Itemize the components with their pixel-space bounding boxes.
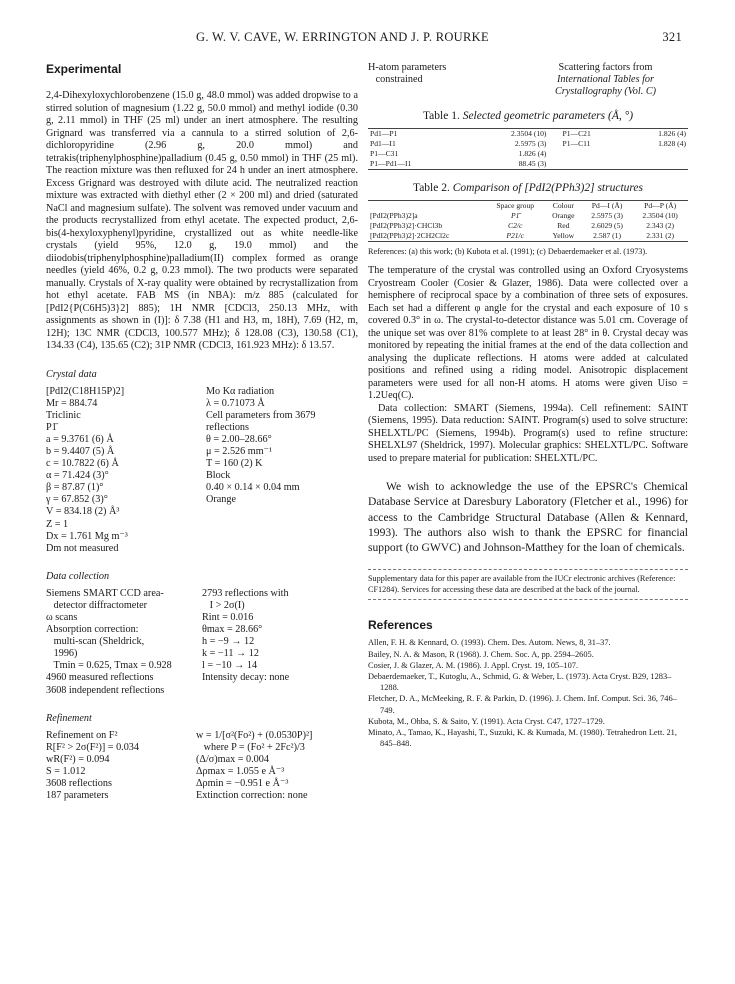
crystal-data-left-cell: b = 9.4407 (5) Å	[46, 445, 115, 457]
crystal-data-right-cell: Block	[206, 470, 231, 482]
supplementary-note: Supplementary data for this paper are available from the IUCr electronic archives (Reference: CF1284). Services for accessing these data are described at the back of the journal.	[368, 569, 688, 600]
hatom-line: Crystallography (Vol. C)	[554, 86, 657, 98]
table1-cell: P1—C11	[562, 139, 591, 149]
table1-caption: Table 1. Selected geometric parameters (Å, °)	[422, 110, 634, 123]
data-collection-line: 2793 reflections with	[202, 587, 289, 599]
table1-cell: 2.3504 (10)	[511, 129, 547, 139]
crystal-data-right-cell: Orange	[206, 494, 236, 506]
crystal-data-row	[46, 398, 358, 410]
table2-cell: 2.5975 (3)	[591, 211, 623, 221]
crystal-data-row	[46, 410, 358, 422]
refinement-line: w = 1/[σ²(Fo²) + (0.0530P)²]	[196, 729, 313, 741]
crystal-data-row	[46, 446, 358, 458]
table2-cell: 2.3504 (10)	[642, 211, 678, 221]
data-collection-line: I > 2σ(I)	[202, 599, 245, 611]
crystal-data-right-cell: reflections	[206, 421, 249, 433]
table2-notes: References: (a) this work; (b) Kubota et al. (1991); (c) Debaerdemaeker et al. (1973).	[368, 247, 648, 257]
crystal-data-left-cell: Dx = 1.761 Mg m⁻³	[46, 530, 128, 542]
crystal-data-row	[46, 386, 358, 398]
data-collection-line: Rint = 0.016	[202, 612, 254, 623]
table2-cell: 2.587 (1)	[593, 231, 622, 241]
crystal-data-left-cell: β = 87.87 (1)°	[46, 482, 104, 494]
table1-cell: 88.45 (3)	[518, 159, 547, 169]
crystal-data-heading: Crystal data	[46, 368, 97, 380]
table2-cell: P21/c	[506, 231, 525, 241]
data-collection-line: Tmin = 0.625, Tmax = 0.928	[46, 660, 172, 672]
table1	[368, 128, 688, 170]
table2	[368, 200, 688, 242]
refinement-line: Refinement on F²	[46, 729, 118, 741]
hatom-line: International Tables for	[557, 74, 654, 86]
data-collection-line: Siemens SMART CCD area-	[46, 587, 164, 599]
crystal-data-row	[46, 422, 358, 434]
refinement-block	[46, 730, 358, 803]
experimental-text: 2,4-Dihexyloxychlorobenzene (15.0 g, 48.0 mmol) was added dropwise to a stirred solution of magnesium (1.22 g, 50.0 mmol) and methyl iodide (0.30 g, 2.11 mmol) in THF (25 ml) under an inert atmosphere. The resulting Grignard was transferred via a cannula to a stirred solution of 2,6-dichloropyridine (2.96 g, 20.0 mmol) and tetrakis(triphenylphosphine)palladium (0.45 g, 0.50 mmol) in THF (25 ml). The reaction mixture was then refluxed for 24 h under an inert atmosphere. Excess Grignard was destroyed with dilute acid. The neutralized reaction mixture was extracted with diethyl ether (2 × 200 ml) and dried (saturated NaCl and magnesium sulfate). The solvent was removed under vacuum and the products recrystallized from ethyl acetate. The expected product, 2,6-bis(4-hexyloxyphenyl)pyridine, crystallized out as white needle-like crystals (yield 95%, 12.0 g, 19.0 mmol) and the diiodobis(triphenylphosphine)palladium(II) complex formed as orange needles (yield 46%, 0.2 g, 0.23 mmol). The two products were separated manually. Crystals of X-ray quality were obtained by recrystallization from hot ethyl acetate. FAB MS (in NBA): m/z 885 (calculated for [PdI2{P(C6H5)3}2] 885); 1H NMR [CDCl3, 250.13 MHz, with assignments as shown in (I)]: δ 7.38 (H1 and H3, m, 18H), 7.69 (H2, m, 12H); 13C NMR (CDCl3, 100.577 MHz); δ 128.08 (C3), 130.58 (C1), 134.33 (C4), 135.65 (C2); 31P NMR (CDCl3, 161.923 MHz): δ 13.57.	[46, 90, 358, 351]
crystal-data-row	[46, 470, 358, 482]
table1-cell	[625, 159, 688, 170]
references-heading: References	[368, 618, 433, 633]
crystal-data-right-cell	[206, 519, 358, 531]
crystal-data-left-cell: Dm not measured	[46, 542, 119, 554]
crystal-data-left-cell: P1̄	[46, 421, 57, 433]
crystal-data-right-cell: Cell parameters from 3679	[206, 409, 316, 421]
table1-cell	[560, 159, 624, 170]
table2-header-cell: Colour	[552, 201, 574, 211]
references-list	[368, 637, 688, 749]
crystal-data-right-cell: θ = 2.00–28.66°	[206, 433, 272, 445]
data-collection-right	[202, 588, 358, 697]
table2-cell: P1̄	[510, 211, 520, 221]
crystal-data-left-cell: [PdI2(C18H15P)2]	[46, 385, 125, 397]
table1-row	[368, 129, 688, 140]
refinement-line: Δρmax = 1.055 e Å⁻³	[196, 765, 285, 777]
table2-header-row	[368, 201, 688, 212]
table1-cell: P1—Pd1—I1	[370, 159, 412, 169]
running-header-authors: G. W. V. CAVE, W. ERRINGTON AND J. P. ROURKE	[196, 30, 489, 44]
table2-row	[368, 231, 688, 242]
data-collection-left	[46, 588, 202, 697]
methods-paragraph: The temperature of the crystal was controlled using an Oxford Cryosystems Cryostream Cooler (Cosier & Glazer, 1986). Data were collected over a hemisphere of reciprocal space by a combination of three sets of exposures. Each set had a different φ angle for the crystal and each exposure of 10 s covered 0.3° in ω. The crystal-to-detector distance was 5.01 cm. Coverage of the unique set was over 81% complete to at least 28° in θ. Crystal decay was monitored by repeating the initial frames at the end of the data collection and analysing the duplicate reflections. H atoms were added at calculated positions and refined using a riding model. Anisotropic displacement parameters were used for all non-H atoms. H atoms were given Uiso = 1.2Ueq(C).	[368, 265, 688, 402]
data-collection-line: 1996)	[46, 648, 78, 660]
hatom-line: Scattering factors from	[558, 62, 653, 73]
crystal-data-row	[46, 506, 358, 518]
refinement-line: 187 parameters	[46, 790, 109, 802]
crystal-data-left-cell: Mr = 884.74	[46, 397, 98, 409]
table2-row	[368, 211, 688, 221]
reference-item: Fletcher, D. A., McMeeking, R. F. & Parkin, D. (1996). J. Chem. Inf. Comput. Sci. 36, 746–749.	[368, 694, 677, 715]
crystal-data-row	[46, 482, 358, 494]
refinement-line: wR(F²) = 0.094	[46, 753, 110, 765]
reference-item: Debaerdemaeker, T., Kutoglu, A., Schmid, G. & Weber, L. (1973). Acta Cryst. B29, 1283–1288.	[368, 671, 672, 693]
table2-caption: Table 2. Comparison of [PdI2(PPh3)2] structures	[412, 182, 644, 195]
refinement-line: where P = (Fo² + 2Fc²)/3	[196, 741, 305, 753]
data-collection-line: Absorption correction:	[46, 624, 139, 636]
table2-cell: 2.331 (2)	[646, 231, 675, 241]
crystal-data-left-cell: Triclinic	[46, 409, 81, 421]
table2-cell: C2/c	[508, 221, 523, 231]
refinement-line: R[F² > 2σ(F²)] = 0.034	[46, 741, 139, 753]
table1-row	[368, 139, 688, 149]
right-column	[368, 62, 688, 749]
refinement-line: 3608 reflections	[46, 778, 112, 790]
left-column	[46, 62, 358, 802]
crystal-data-left-cell: V = 834.18 (2) Å³	[46, 506, 120, 518]
crystal-data-row	[46, 458, 358, 470]
hatom-line: H-atom parameters	[368, 62, 447, 73]
acknowledgement: We wish to acknowledge the use of the EPSRC's Chemical Database Service at Daresbury Laboratory (Fletcher et al., 1996) for access to the Cambridge Structural Database (Allen & Kennard, 1993). The authors also wish to thank the EPSRC for financial support (to GWVC) and Johnson-Matthey for the loan of chemicals.	[368, 480, 688, 555]
crystal-data-left-cell: α = 71.424 (3)°	[46, 470, 109, 482]
table2-header-cell: Space group	[496, 201, 535, 211]
experimental-heading: Experimental	[46, 62, 122, 76]
refinement-line: S = 1.012	[46, 765, 86, 777]
crystal-data-right-cell	[206, 543, 358, 555]
reference-item: Cosier, J. & Glazer, A. M. (1986). J. Appl. Cryst. 19, 105–107.	[368, 660, 579, 670]
table1-cell: P1—C31	[370, 149, 399, 159]
refinement-left	[46, 730, 196, 803]
table2-cell: [PdI2(PPh3)2]·2CH2Cl2c	[370, 231, 450, 241]
data-collection-line: θmax = 28.66°	[202, 624, 263, 636]
hatom-left	[368, 62, 523, 98]
data-collection-heading: Data collection	[46, 570, 110, 582]
data-collection-block	[46, 588, 358, 697]
table2-header-cell: Pd—P (Å)	[644, 201, 677, 211]
crystal-data-right-cell	[206, 506, 358, 518]
crystal-data-right-cell: λ = 0.71073 Å	[206, 397, 265, 409]
table1-cell: 2.5975 (3)	[514, 139, 547, 149]
table1-cell: 1.826 (4)	[518, 149, 547, 159]
crystal-data-left-cell: a = 9.3761 (6) Å	[46, 433, 114, 445]
refinement-line: Δρmin = −0.951 e Å⁻³	[196, 778, 289, 790]
hatom-right	[523, 62, 688, 98]
hatom-line: constrained	[368, 74, 423, 86]
data-collection-line: 3608 independent reflections	[46, 684, 165, 696]
refinement-line: (Δ/σ)max = 0.004	[196, 753, 269, 765]
reference-item: Minato, A., Tamao, K., Hayashi, T., Suzuki, K. & Kumada, M. (1980). Tetrahedron Lett. 21, 845–848.	[368, 727, 677, 749]
refinement-right	[196, 730, 358, 803]
table2-cell: [PdI2(PPh3)2]·CHCl3b	[370, 221, 443, 231]
crystal-data-row	[46, 494, 358, 506]
data-collection-line: ω scans	[46, 612, 78, 623]
crystal-data-left-cell: γ = 67.852 (3)°	[46, 494, 108, 506]
crystal-data-left-cell: c = 10.7822 (6) Å	[46, 458, 119, 470]
reference-item: Allen, F. H. & Kennard, O. (1993). Chem. Des. Autom. News, 8, 31–37.	[368, 638, 611, 648]
table2-cell: [PdI2(PPh3)2]a	[370, 211, 418, 221]
data-collection-line: Intensity decay: none	[202, 672, 290, 684]
refinement-line: Extinction correction: none	[196, 790, 308, 802]
table1-row	[368, 149, 688, 159]
data-collection-line: k = −11 → 12	[202, 648, 259, 660]
table1-cell	[560, 149, 624, 159]
data-collection-line: multi-scan (Sheldrick,	[46, 636, 145, 648]
software-paragraph: Data collection: SMART (Siemens, 1994a). Cell refinement: SAINT (Siemens, 1995). Data reduction: SAINT. Program(s) used to solve structure: SHELXTL/PC (Siemens, 1994b). Program(s) used to refine structure: SHELXL97 (Sheldrick, 1997). Molecular graphics: SHELXTL/PC. Software used to prepare material for publication: SHELXTL/PC.	[368, 402, 688, 464]
crystal-data-row	[46, 519, 358, 531]
data-collection-line: h = −9 → 12	[202, 636, 255, 648]
table1-row	[368, 159, 688, 170]
table2-header-cell	[368, 201, 486, 212]
table2-cell: Orange	[552, 211, 575, 221]
hatom-block	[368, 62, 688, 98]
table2-row	[368, 221, 688, 231]
reference-item: Bailey, N. A. & Mason, R (1968). J. Chem. Soc. A, pp. 2594–2605.	[368, 649, 594, 659]
page-number: 321	[662, 30, 682, 44]
table2-cell: Yellow	[552, 231, 575, 241]
crystal-data-right-cell	[206, 531, 358, 543]
data-collection-line: 4960 measured reflections	[46, 672, 154, 684]
table2-cell: Red	[557, 221, 570, 231]
refinement-heading: Refinement	[46, 712, 92, 724]
crystal-data-right-cell: T = 160 (2) K	[206, 458, 263, 470]
crystal-data-table	[46, 386, 358, 555]
reference-item: Kubota, M., Ohba, S. & Saito, Y. (1991). Acta Cryst. C47, 1727–1729.	[368, 716, 605, 726]
data-collection-line: detector diffractometer	[46, 599, 148, 611]
crystal-data-right-cell: Mo Kα radiation	[206, 385, 275, 397]
table1-cell: P1—C21	[562, 129, 591, 139]
crystal-data-right-cell: 0.40 × 0.14 × 0.04 mm	[206, 482, 300, 494]
table2-cell: 2.343 (2)	[646, 221, 675, 231]
crystal-data-row	[46, 531, 358, 543]
table1-cell: 1.828 (4)	[658, 139, 686, 149]
table1-cell: 1.826 (4)	[658, 129, 686, 139]
table1-cell: Pd1—I1	[370, 139, 396, 149]
table2-header-cell: Pd—I (Å)	[591, 201, 623, 211]
crystal-data-row	[46, 543, 358, 555]
crystal-data-right-cell: μ = 2.526 mm⁻¹	[206, 445, 273, 457]
crystal-data-left-cell: Z = 1	[46, 518, 69, 530]
table1-cell	[625, 149, 688, 159]
table1-cell: Pd1—P1	[370, 129, 398, 139]
crystal-data-row	[46, 434, 358, 446]
data-collection-line: l = −10 → 14	[202, 660, 258, 672]
table2-cell: 2.6029 (5)	[591, 221, 623, 231]
